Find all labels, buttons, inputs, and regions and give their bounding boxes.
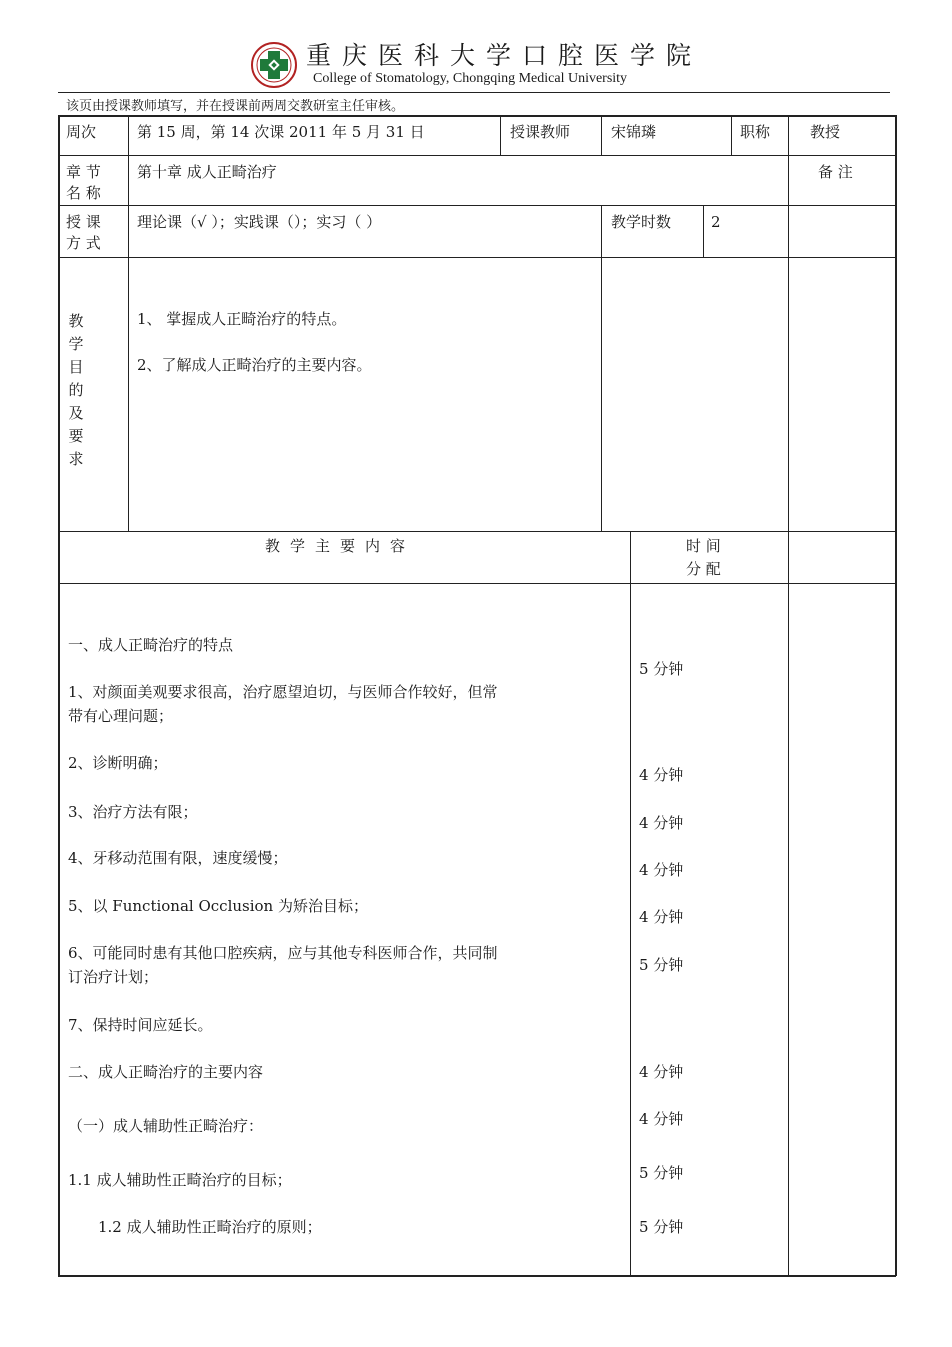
content-line: 3、治疗方法有限； xyxy=(68,803,198,821)
time-allocation: 4 分钟 xyxy=(639,908,684,926)
objective-item: 1、 掌握成人正畸治疗的特点。 xyxy=(137,310,347,328)
mode-label-top: 授 课 xyxy=(66,213,101,231)
college-title: 重庆医科大学口腔医学院 xyxy=(306,41,703,70)
teacher-label: 授课教师 xyxy=(510,123,571,141)
content-line: 1.1 成人辅助性正畸治疗的目标； xyxy=(68,1171,292,1189)
title-value: 教授 xyxy=(810,123,841,141)
week-value: 第 15 周，第 14 次课 2011 年 5 月 31 日 xyxy=(137,123,425,141)
chapter-value: 第十章 成人正畸治疗 xyxy=(137,163,277,181)
time-allocation: 5 分钟 xyxy=(639,660,684,678)
time-allocation: 5 分钟 xyxy=(639,1164,684,1182)
week-label: 周次 xyxy=(66,123,97,141)
time-allocation: 4 分钟 xyxy=(639,1063,684,1081)
form-note: 该页由授课教师填写，并在授课前两周交教研室主任审核。 xyxy=(66,99,405,114)
content-line: 7、保持时间应延长。 xyxy=(68,1016,213,1034)
content-line: 二、成人正畸治疗的主要内容 xyxy=(68,1063,264,1081)
time-allocation: 5 分钟 xyxy=(639,956,684,974)
time-header-bottom: 分 配 xyxy=(686,560,721,578)
mode-label-bottom: 方 式 xyxy=(66,234,101,252)
chapter-label-top: 章 节 xyxy=(66,163,101,181)
college-logo xyxy=(251,42,297,88)
remark-label: 备 注 xyxy=(818,163,853,181)
content-line: 1、对颜面美观要求很高，治疗愿望迫切，与医师合作较好，但常 xyxy=(68,683,498,701)
content-line: 一、成人正畸治疗的特点 xyxy=(68,636,234,654)
content-line: 6、可能同时患有其他口腔疾病，应与其他专科医师合作，共同制 xyxy=(68,944,498,962)
content-line: 订治疗计划； xyxy=(68,968,159,986)
objective-item: 2、了解成人正畸治疗的主要内容。 xyxy=(137,356,372,374)
content-line: 5、以 Functional Occlusion 为矫治目标； xyxy=(68,897,368,915)
teacher-value: 宋锦璘 xyxy=(611,123,657,141)
content-header: 教学主要内容 xyxy=(265,537,416,555)
time-allocation: 4 分钟 xyxy=(639,861,684,879)
hours-value: 2 xyxy=(711,213,721,231)
time-allocation: 5 分钟 xyxy=(639,1218,684,1236)
college-subtitle: College of Stomatology, Chongqing Medical University xyxy=(313,71,628,86)
content-line: 4、牙移动范围有限，速度缓慢； xyxy=(68,849,288,867)
hours-label: 教学时数 xyxy=(611,213,672,231)
content-line: 带有心理问题； xyxy=(68,707,174,725)
content-line: 2、诊断明确； xyxy=(68,754,168,772)
content-line: （一）成人辅助性正畸治疗： xyxy=(68,1117,264,1135)
time-allocation: 4 分钟 xyxy=(639,814,684,832)
objectives-label: 教学目的及要求 xyxy=(68,312,84,468)
header-rule xyxy=(58,92,890,93)
chapter-label-bottom: 名 称 xyxy=(66,184,101,202)
time-allocation: 4 分钟 xyxy=(639,766,684,784)
time-header-top: 时 间 xyxy=(686,537,721,555)
time-allocation: 4 分钟 xyxy=(639,1110,684,1128)
content-line: 1.2 成人辅助性正畸治疗的原则； xyxy=(98,1218,322,1236)
title-label: 职称 xyxy=(740,123,771,141)
mode-value: 理论课（√ ）；实践课（）；实习（ ） xyxy=(137,213,382,231)
